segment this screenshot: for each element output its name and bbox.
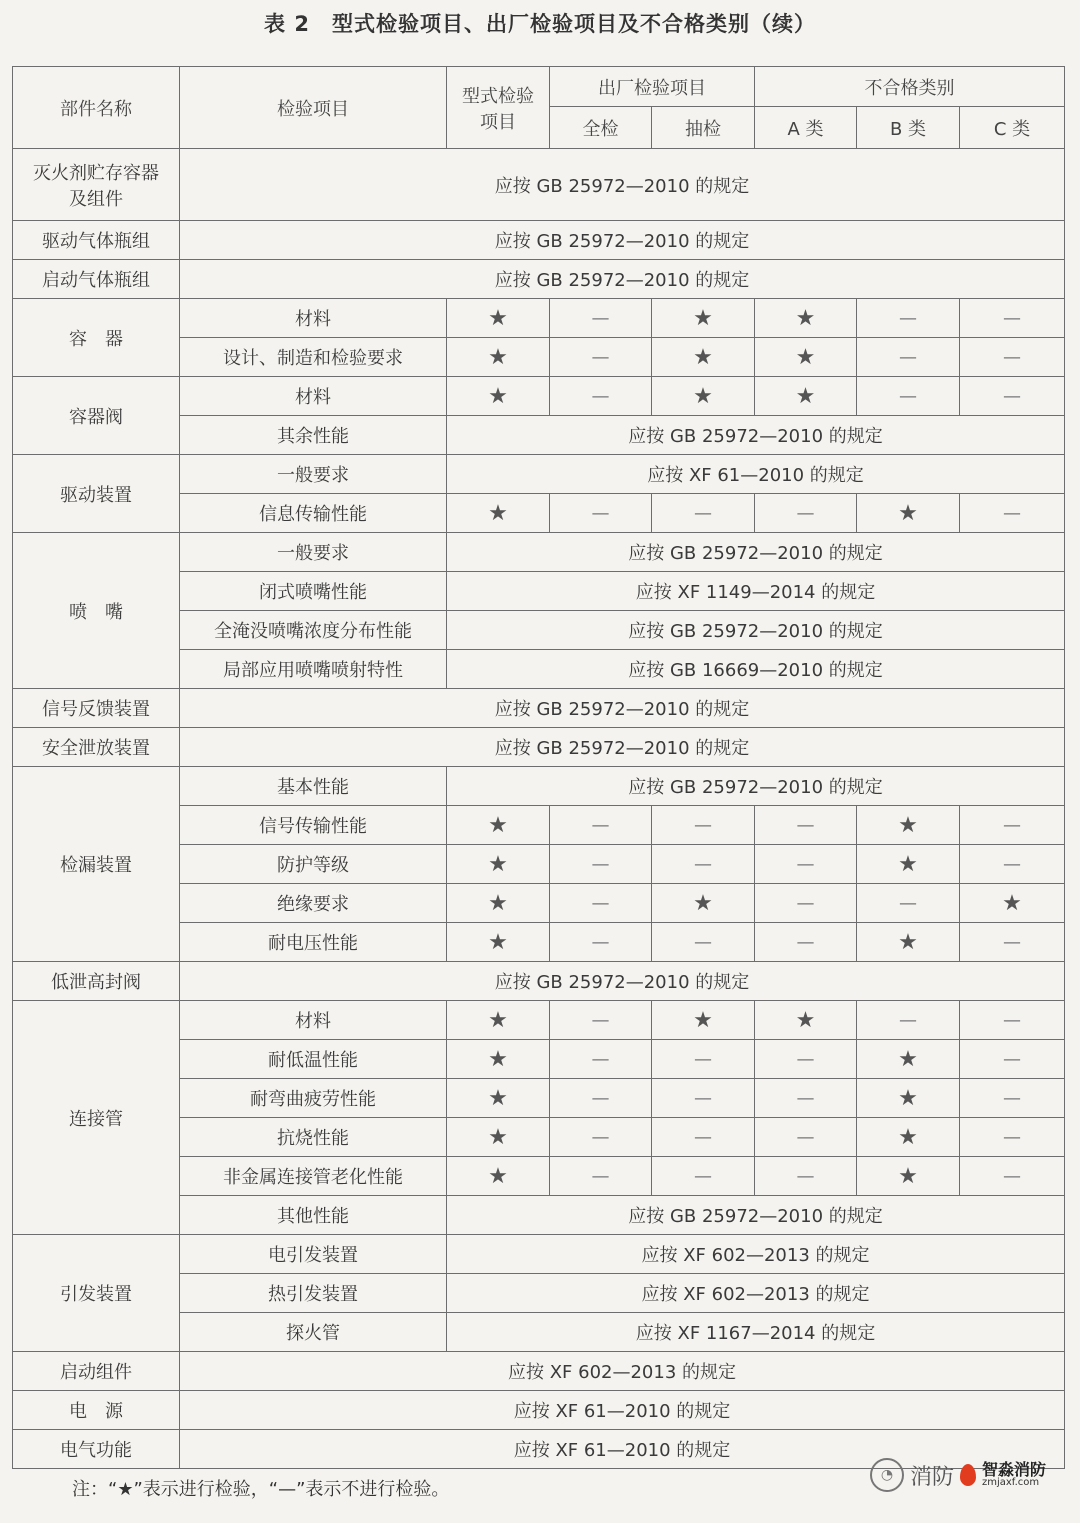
inspection-table	[12, 66, 1065, 1469]
spec-text: 应按 GB 25972—2010 的规定	[447, 533, 1065, 572]
star-mark: ★	[857, 1079, 960, 1118]
spec-text: 应按 GB 25972—2010 的规定	[180, 728, 1065, 767]
spec-text: 应按 GB 25972—2010 的规定	[180, 689, 1065, 728]
spec-text: 应按 GB 25972—2010 的规定	[180, 260, 1065, 299]
spec-text: 应按 GB 25972—2010 的规定	[447, 611, 1065, 650]
dash-mark: —	[550, 923, 652, 962]
header-type-test-line1: 型式检验	[462, 85, 534, 107]
table-title: 表 2 型式检验项目、出厂检验项目及不合格类别（续）	[264, 12, 816, 36]
dash-mark: —	[755, 1079, 857, 1118]
spec-text: 应按 XF 61—2010 的规定	[180, 1391, 1065, 1430]
dash-mark: —	[652, 923, 755, 962]
star-mark: ★	[857, 1040, 960, 1079]
spec-text: 应按 GB 25972—2010 的规定	[447, 767, 1065, 806]
star-mark: ★	[447, 884, 550, 923]
star-mark: ★	[857, 1118, 960, 1157]
dash-mark: —	[550, 806, 652, 845]
part-signal-feedback: 信号反馈装置	[13, 689, 180, 728]
star-mark: ★	[857, 845, 960, 884]
star-mark: ★	[652, 1001, 755, 1040]
star-mark: ★	[447, 845, 550, 884]
spec-text: 应按 GB 16669—2010 的规定	[447, 650, 1065, 689]
dash-mark: —	[550, 1001, 652, 1040]
dash-mark: —	[755, 845, 857, 884]
header-factory-test: 出厂检验项目	[550, 67, 755, 107]
dash-mark: —	[652, 1157, 755, 1196]
table-note: 注：“★”表示进行检验，“—”表示不进行检验。	[72, 1479, 450, 1500]
star-mark: ★	[447, 299, 550, 338]
dash-mark: —	[652, 1118, 755, 1157]
item-label: 耐电压性能	[180, 923, 447, 962]
flame-logo-icon	[960, 1464, 976, 1486]
item-label: 电引发装置	[180, 1235, 447, 1274]
spec-text: 应按 XF 1167—2014 的规定	[447, 1313, 1065, 1352]
item-label: 其他性能	[180, 1196, 447, 1235]
watermark-text: 消防	[909, 1464, 954, 1490]
star-mark: ★	[447, 1157, 550, 1196]
item-label: 热引发装置	[180, 1274, 447, 1313]
star-mark: ★	[857, 806, 960, 845]
site-logo	[982, 1462, 1046, 1488]
star-mark: ★	[447, 1001, 550, 1040]
dash-mark: —	[755, 1040, 857, 1079]
header-class-a: A 类	[755, 107, 857, 149]
part-nozzle: 喷 嘴	[13, 533, 180, 689]
star-mark: ★	[447, 338, 550, 377]
item-label: 一般要求	[180, 455, 447, 494]
dash-mark: —	[550, 1079, 652, 1118]
item-label: 非金属连接管老化性能	[180, 1157, 447, 1196]
dash-mark: —	[960, 1040, 1065, 1079]
dash-mark: —	[755, 806, 857, 845]
part-container-valve: 容器阀	[13, 377, 180, 455]
part-safety-relief: 安全泄放装置	[13, 728, 180, 767]
star-mark: ★	[652, 377, 755, 416]
spec-text: 应按 GB 25972—2010 的规定	[180, 962, 1065, 1001]
item-label: 闭式喷嘴性能	[180, 572, 447, 611]
dash-mark: —	[857, 377, 960, 416]
dash-mark: —	[550, 377, 652, 416]
dash-mark: —	[755, 923, 857, 962]
star-mark: ★	[652, 338, 755, 377]
star-mark: ★	[652, 299, 755, 338]
star-mark: ★	[447, 377, 550, 416]
header-sampling: 抽检	[652, 107, 755, 149]
spec-text: 应按 XF 61—2010 的规定	[180, 1430, 1065, 1469]
spec-text: 应按 GB 25972—2010 的规定	[447, 416, 1065, 455]
spec-text: 应按 GB 25972—2010 的规定	[180, 149, 1065, 221]
dash-mark: —	[960, 1118, 1065, 1157]
star-mark: ★	[960, 884, 1065, 923]
dash-mark: —	[857, 884, 960, 923]
item-label: 材料	[180, 299, 447, 338]
site-logo-name: 智淼消防	[981, 1460, 1046, 1479]
spec-text: 应按 XF 602—2013 的规定	[447, 1274, 1065, 1313]
dash-mark: —	[857, 338, 960, 377]
spec-text: 应按 XF 1149—2014 的规定	[447, 572, 1065, 611]
spec-text: 应按 GB 25972—2010 的规定	[447, 1196, 1065, 1235]
item-label: 局部应用喷嘴喷射特性	[180, 650, 447, 689]
item-label: 探火管	[180, 1313, 447, 1352]
header-class-b: B 类	[857, 107, 960, 149]
header-nonconformity: 不合格类别	[755, 67, 1065, 107]
dash-mark: —	[960, 1157, 1065, 1196]
part-leak-detector: 检漏装置	[13, 767, 180, 962]
dash-mark: —	[550, 845, 652, 884]
dash-mark: —	[755, 1157, 857, 1196]
dash-mark: —	[550, 338, 652, 377]
part-drive-gas: 驱动气体瓶组	[13, 221, 180, 260]
star-mark: ★	[447, 1079, 550, 1118]
header-inspection-item: 检验项目	[180, 67, 447, 149]
part-storage-container	[13, 149, 180, 221]
item-label: 基本性能	[180, 767, 447, 806]
part-storage-container-line2: 及组件	[69, 188, 123, 210]
dash-mark: —	[960, 1001, 1065, 1040]
header-type-test-line2: 项目	[480, 111, 516, 133]
dash-mark: —	[960, 923, 1065, 962]
star-mark: ★	[447, 806, 550, 845]
dash-mark: —	[857, 299, 960, 338]
star-mark: ★	[652, 884, 755, 923]
part-drive-device: 驱动装置	[13, 455, 180, 533]
item-label: 设计、制造和检验要求	[180, 338, 447, 377]
star-mark: ★	[755, 1001, 857, 1040]
item-label: 一般要求	[180, 533, 447, 572]
dash-mark: —	[960, 494, 1065, 533]
item-label: 耐弯曲疲劳性能	[180, 1079, 447, 1118]
dash-mark: —	[652, 494, 755, 533]
star-mark: ★	[857, 923, 960, 962]
item-label: 抗烧性能	[180, 1118, 447, 1157]
dash-mark: —	[550, 1118, 652, 1157]
wechat-icon: ◔	[870, 1458, 904, 1492]
star-mark: ★	[447, 494, 550, 533]
item-label: 全淹没喷嘴浓度分布性能	[180, 611, 447, 650]
part-storage-container-line1: 灭火剂贮存容器	[33, 162, 159, 184]
header-full-check: 全检	[550, 107, 652, 149]
dash-mark: —	[960, 806, 1065, 845]
dash-mark: —	[960, 845, 1065, 884]
dash-mark: —	[652, 1079, 755, 1118]
dash-mark: —	[652, 806, 755, 845]
star-mark: ★	[447, 923, 550, 962]
spec-text: 应按 XF 602—2013 的规定	[180, 1352, 1065, 1391]
watermark	[870, 1458, 1046, 1492]
dash-mark: —	[652, 845, 755, 884]
header-class-c: C 类	[960, 107, 1065, 149]
star-mark: ★	[447, 1040, 550, 1079]
dash-mark: —	[960, 377, 1065, 416]
spec-text: 应按 XF 61—2010 的规定	[447, 455, 1065, 494]
dash-mark: —	[652, 1040, 755, 1079]
site-logo-url: zmjaxf.com	[981, 1477, 1040, 1488]
dash-mark: —	[960, 299, 1065, 338]
dash-mark: —	[550, 1040, 652, 1079]
dash-mark: —	[960, 338, 1065, 377]
star-mark: ★	[755, 299, 857, 338]
part-trigger-device: 引发装置	[13, 1235, 180, 1352]
star-mark: ★	[857, 1157, 960, 1196]
spec-text: 应按 GB 25972—2010 的规定	[180, 221, 1065, 260]
part-power: 电 源	[13, 1391, 180, 1430]
item-label: 绝缘要求	[180, 884, 447, 923]
dash-mark: —	[960, 1079, 1065, 1118]
star-mark: ★	[755, 338, 857, 377]
header-type-test	[447, 67, 550, 149]
star-mark: ★	[857, 494, 960, 533]
item-label: 信息传输性能	[180, 494, 447, 533]
dash-mark: —	[550, 1157, 652, 1196]
star-mark: ★	[755, 377, 857, 416]
part-container: 容 器	[13, 299, 180, 377]
dash-mark: —	[755, 494, 857, 533]
dash-mark: —	[755, 1118, 857, 1157]
dash-mark: —	[550, 494, 652, 533]
item-label: 防护等级	[180, 845, 447, 884]
part-low-leak-valve: 低泄高封阀	[13, 962, 180, 1001]
dash-mark: —	[550, 299, 652, 338]
item-label: 信号传输性能	[180, 806, 447, 845]
spec-text: 应按 XF 602—2013 的规定	[447, 1235, 1065, 1274]
dash-mark: —	[550, 884, 652, 923]
header-part-name: 部件名称	[13, 67, 180, 149]
part-connecting-pipe: 连接管	[13, 1001, 180, 1235]
part-start-gas: 启动气体瓶组	[13, 260, 180, 299]
item-label: 材料	[180, 1001, 447, 1040]
part-start-assembly: 启动组件	[13, 1352, 180, 1391]
dash-mark: —	[857, 1001, 960, 1040]
dash-mark: —	[755, 884, 857, 923]
item-label: 其余性能	[180, 416, 447, 455]
star-mark: ★	[447, 1118, 550, 1157]
part-electric-function: 电气功能	[13, 1430, 180, 1469]
item-label: 材料	[180, 377, 447, 416]
item-label: 耐低温性能	[180, 1040, 447, 1079]
